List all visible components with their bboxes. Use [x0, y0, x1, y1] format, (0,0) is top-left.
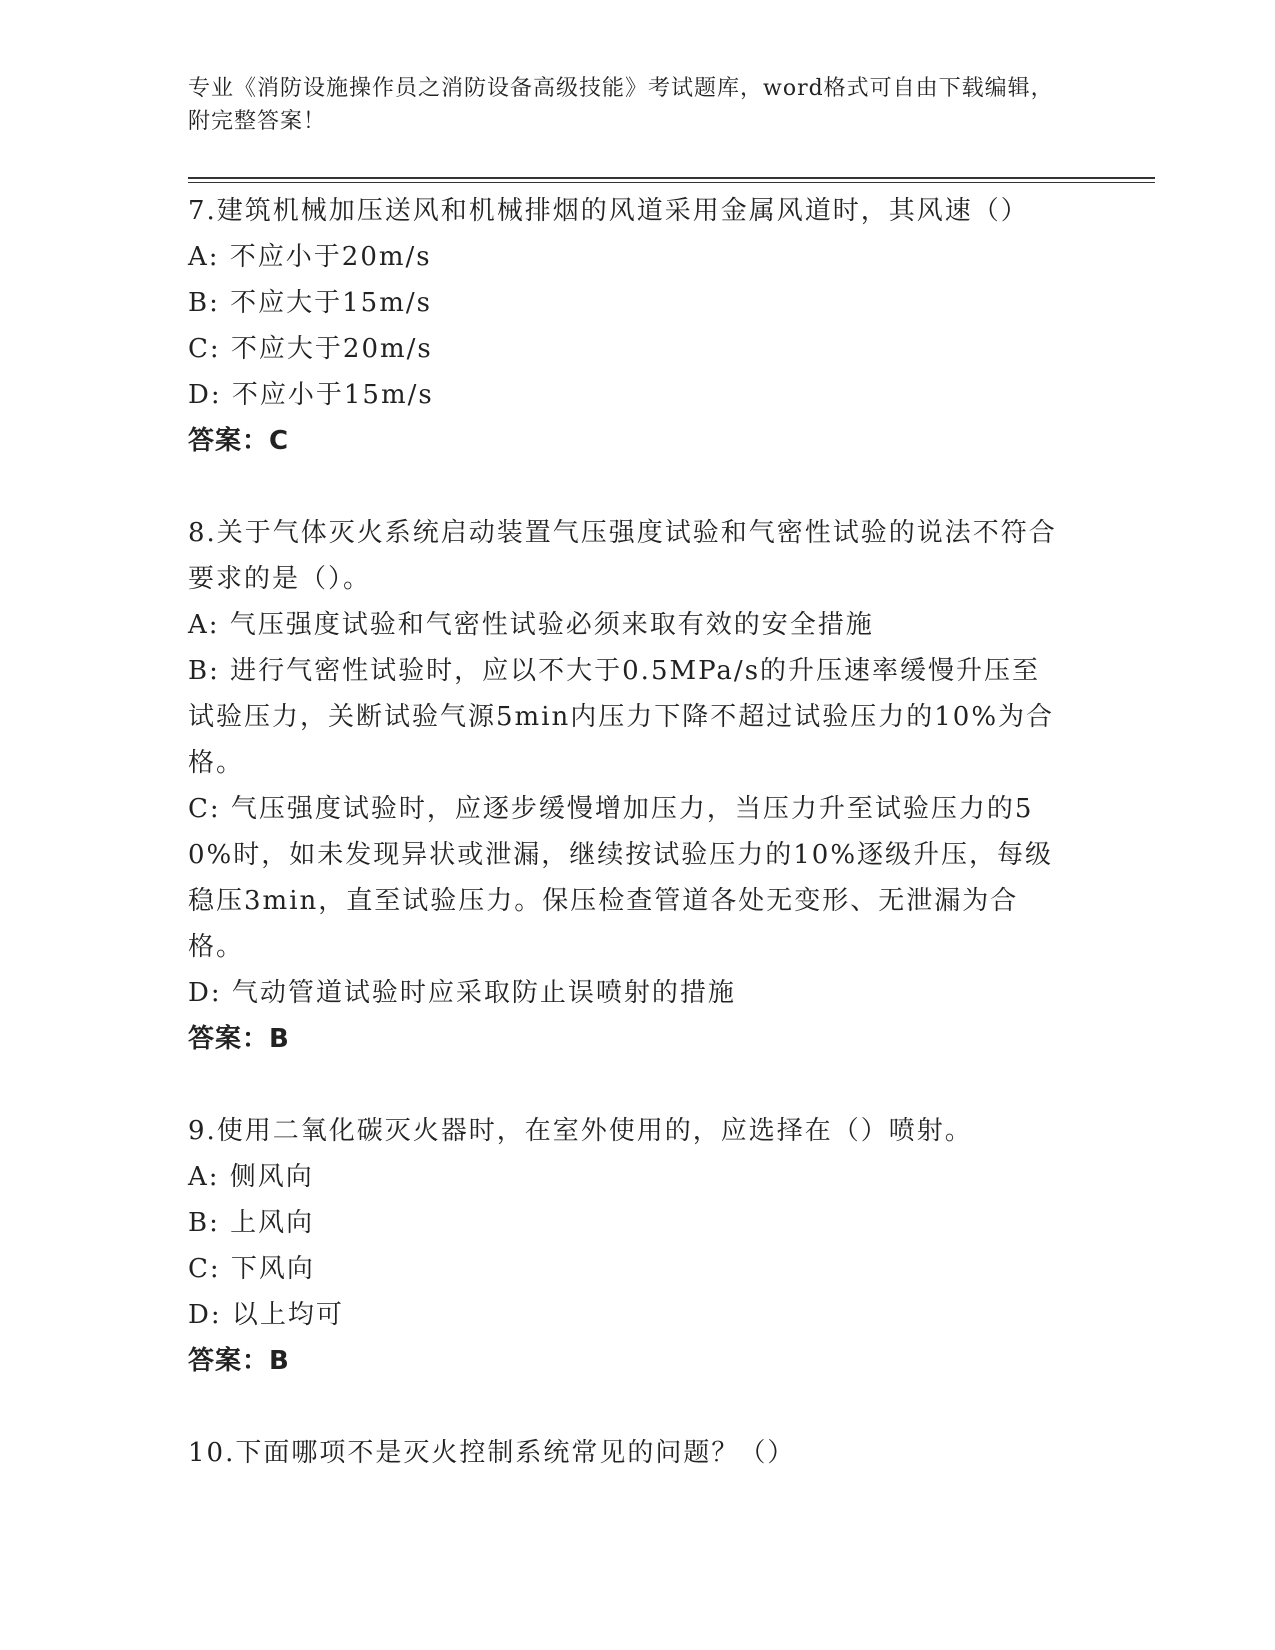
spacer	[188, 464, 1068, 510]
spacer	[188, 1384, 1068, 1430]
header-text: 专业《消防设施操作员之消防设备高级技能》考试题库，word格式可自由下载编辑，附完整答案！	[188, 76, 1054, 134]
option-a: A: 侧风向	[188, 1162, 314, 1192]
option-c: C: 不应大于20m/s	[188, 334, 433, 364]
answer-line: 答案：B	[188, 1024, 290, 1054]
option-d: D: 气动管道试验时应采取防止误喷射的措施	[188, 978, 736, 1008]
question-stem: 9.使用二氧化碳灭火器时，在室外使用的，应选择在（）喷射。	[188, 1116, 973, 1146]
option-a: A: 气压强度试验和气密性试验必须来取有效的安全措施	[188, 610, 874, 640]
answer-line: 答案：B	[188, 1346, 290, 1376]
option-c: C: 下风向	[188, 1254, 315, 1284]
header-rule-thin	[188, 182, 1155, 183]
question-stem: 7.建筑机械加压送风和机械排烟的风道采用金属风道时，其风速（）	[188, 196, 1029, 226]
question-list	[188, 188, 1068, 1476]
option-a: A: 不应小于20m/s	[188, 242, 432, 272]
question-7	[188, 188, 1068, 464]
question-8	[188, 510, 1068, 1062]
header-rule-thick	[188, 177, 1155, 179]
question-9	[188, 1108, 1068, 1384]
option-d: D: 以上均可	[188, 1300, 344, 1330]
option-b: B: 上风向	[188, 1208, 315, 1238]
question-stem: 8.关于气体灭火系统启动装置气压强度试验和气密性试验的说法不符合要求的是（）。	[188, 518, 1057, 594]
option-b: B: 进行气密性试验时，应以不大于0.5MPa/s的升压速率缓慢升压至试验压力，关断试验气源5min内压力下降不超过试验压力的10%为合格。	[188, 656, 1055, 778]
option-d: D: 不应小于15m/s	[188, 380, 434, 410]
spacer	[188, 1062, 1068, 1108]
question-stem: 10.下面哪项不是灭火控制系统常见的问题？（）	[188, 1438, 796, 1468]
option-c: C: 气压强度试验时，应逐步缓慢增加压力，当压力升至试验压力的50%时，如未发现异状或泄漏，继续按试验压力的10%逐级升压，每级稳压3min，直至试验压力。保压检查管道各处无变形、无泄漏为合格。	[188, 794, 1054, 962]
option-b: B: 不应大于15m/s	[188, 288, 432, 318]
answer-line: 答案：C	[188, 426, 290, 456]
document-header	[188, 72, 1068, 138]
question-10	[188, 1430, 1068, 1476]
